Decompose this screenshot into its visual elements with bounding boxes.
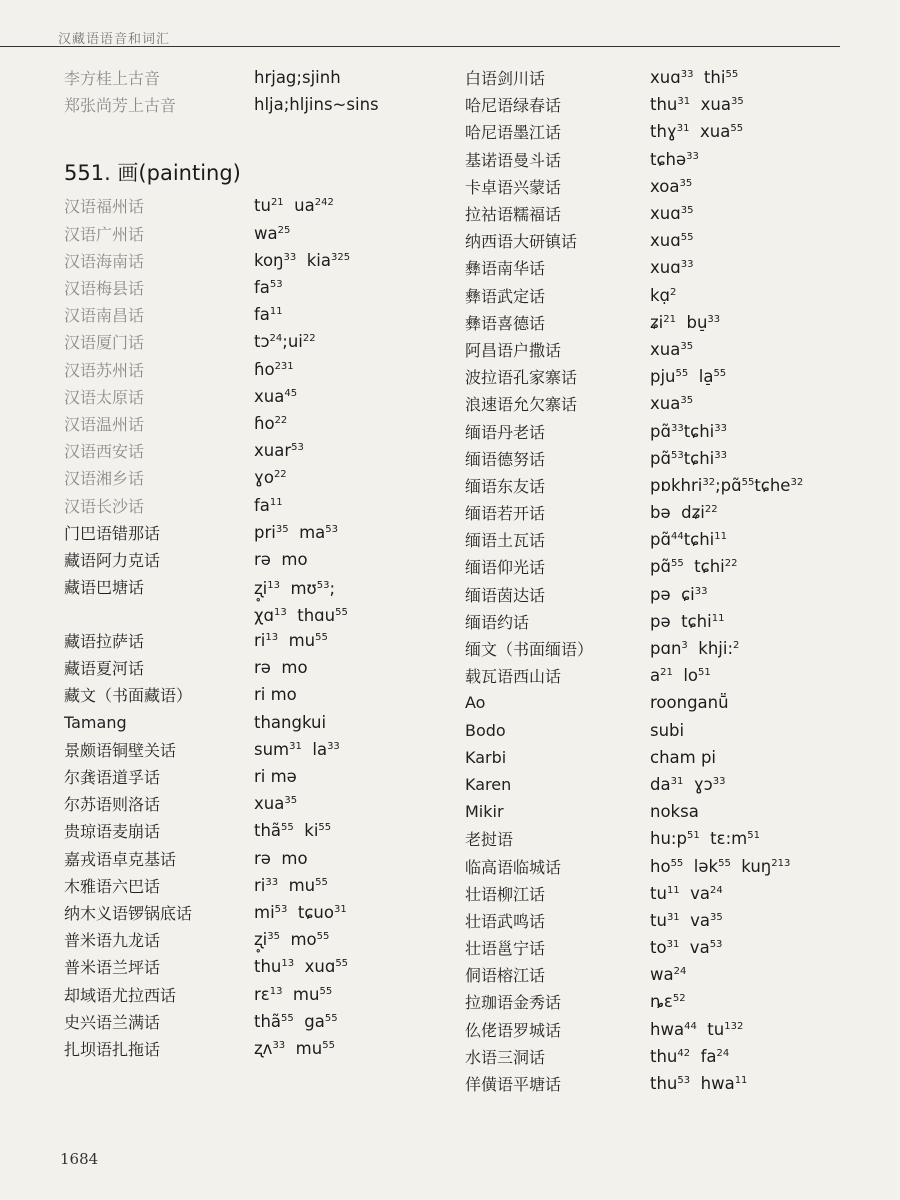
word-form: ɣo$^{22}$ — [254, 468, 287, 488]
language-name: 汉语厦门话 — [64, 333, 145, 353]
entry-row — [64, 654, 424, 681]
language-name: 彝语喜德话 — [465, 313, 546, 333]
entry-row — [465, 852, 845, 879]
entry-row — [465, 445, 845, 472]
word-form: ri mo — [254, 685, 297, 705]
entry-row — [465, 472, 845, 499]
entry-row — [64, 763, 424, 790]
entry-row — [465, 64, 845, 91]
entry-row — [64, 410, 424, 437]
language-name: 白语剑川话 — [465, 69, 546, 89]
language-name: 水语三洞话 — [465, 1047, 546, 1067]
word-form: xuɑ$^{35}$ — [650, 204, 694, 224]
entry-row — [465, 200, 845, 227]
language-name: 景颇语铜壁关话 — [64, 740, 177, 760]
language-name: 木雅语六巴话 — [64, 876, 161, 896]
word-form: $fa^{11}$ — [254, 305, 283, 325]
word-form: $ho^{55}$ lək$^{55}$ kuŋ$^{213}$ — [650, 856, 791, 876]
header-title: 汉藏语语音和词汇 — [58, 32, 171, 47]
word-form: $to^{31}$ $va^{53}$ — [650, 938, 723, 958]
entry-row — [64, 736, 424, 763]
language-name: 尔龚语道孚话 — [64, 768, 161, 788]
word-form: cham pi — [650, 747, 717, 767]
word-form: $hu:p^{51}$ $tɛ:m^{51}$ — [650, 829, 760, 849]
language-name: 侗语榕江话 — [465, 966, 546, 986]
language-name: 汉语西安话 — [64, 442, 145, 462]
language-name: 彝语武定话 — [465, 286, 546, 306]
word-form: thu$^{31}$ xua$^{35}$ — [650, 95, 744, 115]
entry-row — [64, 1008, 424, 1035]
language-name: 卡卓语兴蒙话 — [465, 177, 562, 197]
entry-row — [465, 961, 845, 988]
language-name: 汉语长沙话 — [64, 496, 145, 516]
entry-row — [64, 356, 424, 383]
entry-row — [64, 301, 424, 328]
language-name: Mikir — [465, 802, 504, 822]
language-name: 藏语巴塘话 — [64, 578, 145, 597]
language-name: 藏语夏河话 — [64, 659, 145, 679]
language-name: Karen — [465, 774, 512, 794]
language-name: Ao — [465, 693, 486, 713]
language-name: 壮语武鸣话 — [465, 911, 546, 931]
language-name: 缅语德努话 — [465, 449, 546, 469]
entry-row — [64, 220, 424, 247]
language-name: 汉语太原话 — [64, 387, 145, 407]
language-name: 缅语土瓦话 — [465, 531, 546, 551]
word-form: pɑn$^3$ khji:$^2$ — [650, 639, 740, 659]
left-entry-list — [64, 192, 424, 1062]
entry-row — [465, 1016, 845, 1043]
entry-row — [64, 192, 424, 219]
language-name: 缅文（书面缅语） — [465, 640, 594, 660]
word-form: xoa$^{35}$ — [650, 176, 693, 196]
language-name: 纳西语大研镇话 — [465, 232, 578, 252]
word-form: $a^{21}$ $lo^{51}$ — [650, 666, 711, 686]
entry-row — [465, 635, 845, 662]
word-form: ʑi$^{21}$ bu̠$^{33}$ — [650, 312, 721, 332]
entry-row — [465, 254, 845, 281]
entry-row — [465, 608, 845, 635]
language-name: 仫佬语罗城话 — [465, 1020, 562, 1040]
entry-row — [64, 328, 424, 355]
entry-row — [465, 988, 845, 1015]
language-name: 普米语兰坪话 — [64, 958, 161, 978]
entry-row — [465, 390, 845, 417]
language-name: 载瓦语西山话 — [465, 667, 562, 687]
word-form: $ri^{33}$ $mu^{55}$ — [254, 875, 328, 895]
language-name: 汉语梅县话 — [64, 279, 145, 299]
word-form: $fa^{11}$ — [254, 495, 283, 515]
language-name: 纳木义语锣锅底话 — [64, 903, 193, 923]
entry-row — [465, 499, 845, 526]
entry-row — [64, 980, 424, 1007]
language-name: 门巴语错那话 — [64, 523, 161, 543]
entry-row — [465, 771, 845, 798]
word-form: thu$^{42}$ $fa^{24}$ — [650, 1046, 730, 1066]
word-form: xua$^{35}$ — [650, 339, 694, 359]
word-form: rə mo — [254, 848, 308, 868]
entry-row — [64, 247, 424, 274]
language-name: 却域语尤拉西话 — [64, 985, 177, 1005]
entry-row — [64, 491, 424, 518]
entry-row — [465, 689, 845, 716]
language-name: 藏语阿力克话 — [64, 550, 161, 570]
entry-row — [465, 662, 845, 689]
word-form: xuɑ$^{33}$ — [650, 258, 694, 278]
language-name: 拉珈语金秀话 — [465, 993, 562, 1013]
word-form: rə mo — [254, 549, 308, 569]
entry-row — [64, 845, 424, 872]
left-column — [64, 64, 424, 1062]
entry-row — [465, 173, 845, 200]
word-form: pri$^{35}$ $ma^{53}$ — [254, 522, 338, 542]
entry-row — [465, 1070, 845, 1097]
entry-row — [64, 709, 424, 736]
entry-row — [64, 91, 424, 118]
word-form: rə mo — [254, 658, 308, 678]
word-form: $da^{31}$ ɣɔ$^{33}$ — [650, 774, 726, 794]
entry-row — [64, 627, 424, 654]
section-title: 551. 画(painting) — [64, 161, 241, 186]
word-form: pɒkhri$^{32}$;pɑ̃$^{55}$tɕhe$^{32}$ — [650, 475, 804, 495]
entry-row — [465, 336, 845, 363]
entry-row — [64, 437, 424, 464]
language-name: 汉语福州话 — [64, 197, 145, 217]
language-name: Tamang — [64, 712, 127, 732]
entry-row — [64, 953, 424, 980]
language-name: 临高语临城话 — [465, 857, 562, 877]
language-name: 哈尼语墨江话 — [465, 123, 562, 143]
word-form: pɑ̃$^{55}$ tɕhi$^{22}$ — [650, 557, 738, 577]
language-name: 汉语苏州话 — [64, 360, 145, 380]
language-name: 扎坝语扎拖话 — [64, 1039, 161, 1059]
language-name: 哈尼语绿春话 — [465, 96, 562, 116]
word-form: pə tɕhi$^{11}$ — [650, 611, 725, 631]
word-form: bə dʑi$^{22}$ — [650, 503, 718, 523]
word-form: $ri^{13}$ $mu^{55}$ — [254, 631, 328, 651]
page-number: 1684 — [60, 1150, 99, 1168]
language-name: 藏文（书面藏语） — [64, 686, 193, 706]
language-name: 老挝语 — [465, 830, 514, 850]
entry-row — [465, 118, 845, 145]
word-form: $wa^{25}$ — [254, 223, 291, 243]
entry-row — [465, 717, 845, 744]
language-name: 贵琼语麦崩话 — [64, 822, 161, 842]
word-form: $ʐ̥i^{35}$ $mo^{55}$ — [254, 930, 330, 950]
language-name: 汉语广州话 — [64, 224, 145, 244]
word-form: ʐʌ$^{33}$ $mu^{55}$ — [254, 1038, 335, 1058]
language-name: 壮语邕宁话 — [465, 939, 546, 959]
word-form: thu$^{13}$ xuɑ$^{55}$ — [254, 957, 349, 977]
language-name: 汉语海南话 — [64, 251, 145, 271]
word-form: ɦo$^{22}$ — [254, 413, 288, 433]
entry-row — [465, 309, 845, 336]
entry-row — [64, 790, 424, 817]
entry-row — [465, 581, 845, 608]
language-name: 史兴语兰满话 — [64, 1012, 161, 1032]
language-name: 缅语约话 — [465, 612, 530, 632]
language-name: 缅语仰光话 — [465, 558, 546, 578]
language-name: 普米语九龙话 — [64, 931, 161, 951]
word-form: xua$^{35}$ — [254, 794, 298, 814]
word-form: pɑ̃$^{44}$tɕhi$^{11}$ — [650, 530, 728, 550]
word-form: xua$^{35}$ — [650, 394, 694, 414]
language-name: 浪速语允欠寨话 — [465, 395, 578, 415]
language-name: 壮语柳江话 — [465, 884, 546, 904]
word-form: pju$^{55}$ la̠$^{55}$ — [650, 367, 727, 387]
entry-row — [64, 546, 424, 573]
entry-row — [64, 383, 424, 410]
entry-row — [465, 227, 845, 254]
word-form: thɣ$^{31}$ xua$^{55}$ — [650, 122, 744, 142]
word-form: kɑ̣$^2$ — [650, 285, 677, 305]
word-form: $fa^{53}$ — [254, 278, 283, 298]
entry-row — [64, 681, 424, 708]
entry-row — [64, 519, 424, 546]
word-form: xuar$^{53}$ — [254, 441, 304, 461]
word-form: pɑ̃$^{33}$tɕhi$^{33}$ — [650, 421, 728, 441]
language-name: Karbi — [465, 747, 507, 767]
word-form: $wa^{24}$ — [650, 965, 687, 985]
word-form: hrjag;sjinh — [254, 68, 341, 88]
language-name: 汉语湘乡话 — [64, 469, 145, 489]
word-form: xuɑ$^{55}$ — [650, 231, 694, 251]
word-form: hlja;hljins~sins — [254, 95, 379, 115]
language-name: 缅语丹老话 — [465, 422, 546, 442]
language-name: 郑张尚芳上古音 — [64, 96, 177, 116]
word-form: thangkui — [254, 712, 327, 732]
word-form: koŋ$^{33}$ kia$^{325}$ — [254, 250, 351, 270]
entry-row — [465, 907, 845, 934]
word-form: $tɔ^{24};ui^{22}$ — [254, 332, 316, 352]
entry-row — [64, 1035, 424, 1062]
running-header — [0, 26, 840, 47]
word-form: tɕhə$^{33}$ — [650, 149, 699, 169]
word-form: ri mə — [254, 767, 297, 787]
language-name: 缅语东友话 — [465, 476, 546, 496]
entry-row — [465, 417, 845, 444]
entry-row — [465, 880, 845, 907]
entry-row — [465, 744, 845, 771]
language-name: 缅语若开话 — [465, 504, 546, 524]
right-entry-list — [465, 64, 845, 1097]
word-form: pɑ̃$^{53}$tɕhi$^{33}$ — [650, 448, 728, 468]
language-name: 阿昌语户撒话 — [465, 340, 562, 360]
entry-row — [465, 553, 845, 580]
word-form: subi — [650, 720, 685, 740]
language-name: 拉祜语糯福话 — [465, 205, 562, 225]
word-form: pə ɕi$^{33}$ — [650, 584, 708, 604]
language-name: 彝语南华话 — [465, 259, 546, 279]
entry-row — [465, 363, 845, 390]
word-form: rɛ$^{13}$ $mu^{55}$ — [254, 984, 333, 1004]
word-form: ɦo$^{231}$ — [254, 359, 294, 379]
language-name: 李方桂上古音 — [64, 69, 161, 89]
language-name: 缅语茵达话 — [465, 585, 546, 605]
word-form: thã$^{55}$ $ga^{55}$ — [254, 1011, 338, 1031]
language-name: 基诺语曼斗话 — [465, 150, 562, 170]
language-name: 尔苏语则洛话 — [64, 795, 161, 815]
entry-row — [64, 899, 424, 926]
entry-row — [64, 926, 424, 953]
entry-row — [465, 146, 845, 173]
word-form: xuɑ$^{33}$ thi$^{55}$ — [650, 68, 739, 88]
language-name: 佯僙语平塘话 — [465, 1075, 562, 1095]
word-form: thu$^{53}$ hwa$^{11}$ — [650, 1074, 748, 1094]
word-form: $tu^{31}$ $va^{35}$ — [650, 910, 723, 930]
language-name: 汉语温州话 — [64, 414, 145, 434]
language-name: 汉语南昌话 — [64, 306, 145, 326]
word-form: ȵɛ$^{52}$ — [650, 992, 686, 1012]
word-form: hwa$^{44}$ $tu^{132}$ — [650, 1019, 744, 1039]
word-form: $tu^{21}$ $ua^{242}$ — [254, 196, 334, 216]
entry-row — [465, 798, 845, 825]
entry-row — [465, 1043, 845, 1070]
entry-row — [64, 872, 424, 899]
entry-row — [465, 526, 845, 553]
entry-row — [465, 934, 845, 961]
right-column — [465, 64, 845, 1097]
language-name: Bodo — [465, 720, 506, 740]
entry-row — [64, 573, 424, 627]
language-name: 波拉语孔家寨话 — [465, 368, 578, 388]
entry-row — [64, 64, 424, 91]
word-form: noksa — [650, 802, 699, 822]
word-form: thã$^{55}$ $ki^{55}$ — [254, 821, 332, 841]
section-gap — [64, 118, 424, 152]
word-form: $mi^{53}$ tɕuo$^{31}$ — [254, 902, 347, 922]
entry-row — [465, 282, 845, 309]
entry-row — [465, 91, 845, 118]
word-form: $tu^{11}$ $va^{24}$ — [650, 883, 723, 903]
entry-row — [64, 274, 424, 301]
entry-row — [64, 817, 424, 844]
language-name: 藏语拉萨话 — [64, 632, 145, 652]
word-form: sum$^{31}$ $la^{33}$ — [254, 739, 340, 759]
word-form: $ʐ̥i^{13}$ mʊ$^{53}$; χɑ$^{13}$ thɑu$^{55}$ — [254, 579, 348, 625]
entry-row — [64, 464, 424, 491]
word-form: roonganṻ — [650, 693, 729, 713]
word-form: xua$^{45}$ — [254, 386, 298, 406]
previous-entry-tail — [64, 64, 424, 118]
entry-row — [465, 825, 845, 852]
language-name: 嘉戎语卓克基话 — [64, 849, 177, 869]
